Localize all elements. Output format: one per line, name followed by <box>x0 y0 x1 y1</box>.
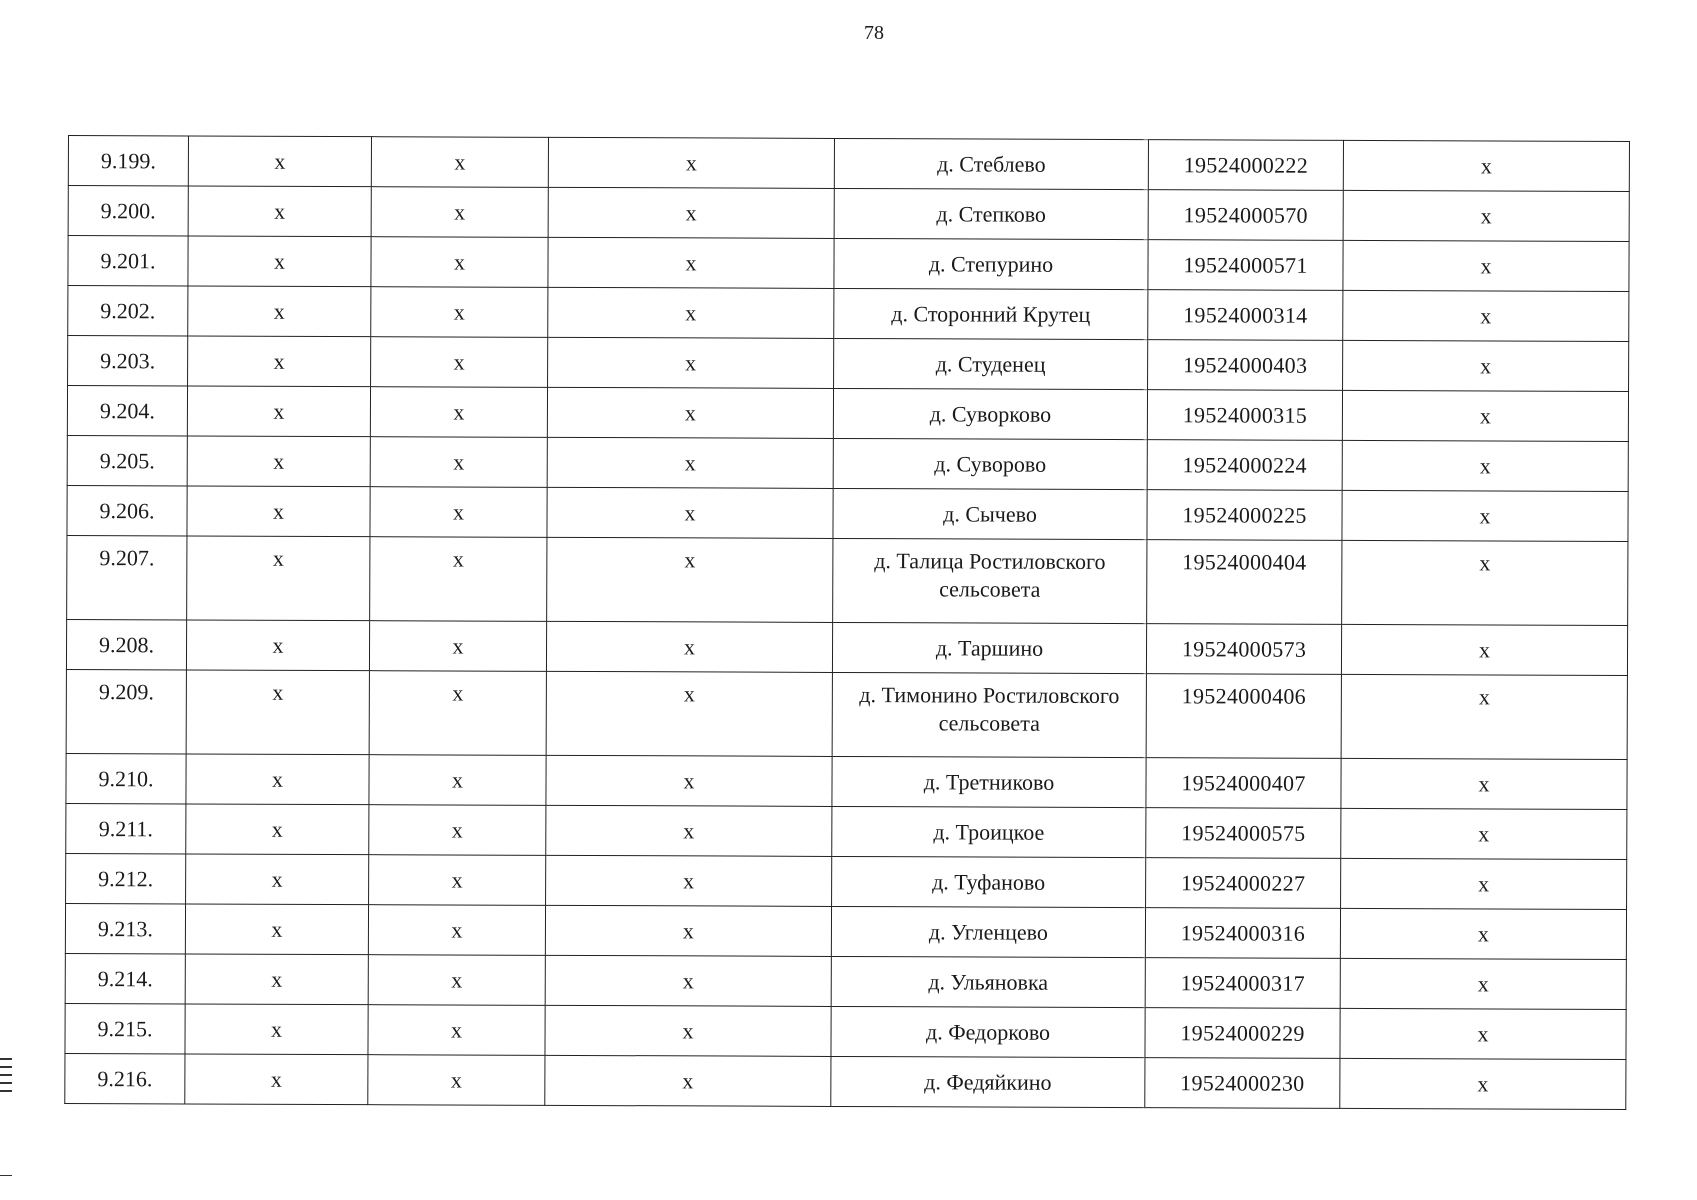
table-row <box>67 435 1628 491</box>
column-3-cell: x <box>371 287 548 338</box>
column-4-cell: x <box>545 955 831 1006</box>
column-2-cell: x <box>186 620 369 671</box>
column-7-cell: x <box>1341 674 1627 759</box>
column-7-cell: x <box>1343 340 1629 391</box>
column-2-cell: x <box>188 186 371 237</box>
column-4-cell: x <box>545 905 831 956</box>
settlement-name-cell: д. Туфаново <box>832 856 1146 907</box>
table-row <box>68 336 1629 392</box>
column-2-cell: x <box>188 236 371 287</box>
column-2-cell: x <box>186 854 369 905</box>
oktmo-code-cell: 19524000225 <box>1147 490 1342 541</box>
column-2-cell: x <box>187 436 370 487</box>
table-row <box>66 803 1627 859</box>
oktmo-code-cell: 19524000314 <box>1148 290 1343 341</box>
column-3-cell: x <box>369 671 546 756</box>
settlement-name-cell: д. Степково <box>834 188 1148 239</box>
column-7-cell: x <box>1342 440 1628 491</box>
table-row <box>68 286 1629 342</box>
row-number-cell: 9.205. <box>67 435 187 485</box>
table-row <box>66 853 1627 909</box>
table-row <box>66 669 1627 759</box>
oktmo-code-cell: 19524000315 <box>1147 390 1342 441</box>
row-number-cell: 9.212. <box>66 853 186 903</box>
column-4-cell: x <box>546 855 832 906</box>
column-4-cell: x <box>546 621 832 672</box>
column-7-cell: x <box>1341 808 1627 859</box>
column-3-cell: x <box>369 755 546 806</box>
column-7-cell: x <box>1342 390 1628 441</box>
page-number: 78 <box>864 22 884 44</box>
column-7-cell: x <box>1343 190 1629 241</box>
column-2-cell: x <box>185 904 368 955</box>
column-3-cell: x <box>371 137 548 188</box>
table-row <box>67 535 1628 625</box>
oktmo-code-cell: 19524000404 <box>1147 540 1342 625</box>
column-7-cell: x <box>1340 958 1626 1009</box>
column-7-cell: x <box>1341 758 1627 809</box>
table-row <box>67 485 1628 541</box>
oktmo-code-cell: 19524000317 <box>1145 958 1340 1009</box>
column-7-cell: x <box>1343 240 1629 291</box>
column-7-cell: x <box>1341 624 1627 675</box>
column-3-cell: x <box>371 337 548 388</box>
column-2-cell: x <box>188 136 371 187</box>
row-number-cell: 9.206. <box>67 485 187 535</box>
oktmo-code-cell: 19524000227 <box>1146 858 1341 909</box>
column-2-cell: x <box>186 670 369 755</box>
column-7-cell: x <box>1341 858 1627 909</box>
oktmo-code-cell: 19524000224 <box>1147 440 1342 491</box>
settlement-name-cell: д. Стеблево <box>834 138 1148 189</box>
settlement-name-cell: д. Суворково <box>833 388 1147 439</box>
column-2-cell: x <box>187 486 370 537</box>
row-number-cell: 9.211. <box>66 803 186 853</box>
column-2-cell: x <box>185 1054 368 1105</box>
row-number-cell: 9.213. <box>65 903 185 953</box>
row-number-cell: 9.201. <box>68 236 188 286</box>
column-2-cell: x <box>186 754 369 805</box>
column-3-cell: x <box>369 621 546 672</box>
row-number-cell: 9.200. <box>68 186 188 236</box>
column-4-cell: x <box>546 755 832 806</box>
column-4-cell: x <box>546 671 832 756</box>
settlement-name-cell: д. Третниково <box>832 756 1146 807</box>
oktmo-code-cell: 19524000229 <box>1145 1008 1340 1059</box>
table-row <box>65 953 1626 1009</box>
column-4-cell: x <box>546 805 832 856</box>
oktmo-code-cell: 19524000406 <box>1146 674 1341 759</box>
row-number-cell: 9.207. <box>67 535 187 619</box>
settlement-name-cell: д. Степурино <box>834 238 1148 289</box>
row-number-cell: 9.204. <box>67 386 187 436</box>
column-3-cell: x <box>370 537 547 622</box>
row-number-cell: 9.199. <box>68 136 188 186</box>
column-7-cell: x <box>1340 908 1626 959</box>
column-4-cell: x <box>548 187 834 238</box>
column-4-cell: x <box>547 437 833 488</box>
table-row <box>68 236 1629 292</box>
column-3-cell: x <box>370 387 547 438</box>
column-4-cell: x <box>548 237 834 288</box>
column-3-cell: x <box>371 237 548 288</box>
scan-artifact <box>0 1074 12 1076</box>
column-2-cell: x <box>188 336 371 387</box>
column-4-cell: x <box>547 537 833 622</box>
settlement-name-cell: д. Таршино <box>832 622 1146 673</box>
column-4-cell: x <box>548 337 834 388</box>
oktmo-code-cell: 19524000573 <box>1146 624 1341 675</box>
settlement-name-cell: д. Ульяновка <box>831 956 1145 1007</box>
column-7-cell: x <box>1340 1008 1626 1059</box>
settlement-name-cell: д. Троицкое <box>832 806 1146 857</box>
table-row <box>68 136 1629 192</box>
column-2-cell: x <box>186 804 369 855</box>
settlements-table <box>64 135 1630 1110</box>
column-4-cell: x <box>547 387 833 438</box>
settlement-name-cell: д. Сторонний Крутец <box>834 288 1148 339</box>
oktmo-code-cell: 19524000407 <box>1146 758 1341 809</box>
table-row <box>68 186 1629 242</box>
scan-artifact <box>0 1082 12 1084</box>
scan-artifact <box>0 1175 12 1176</box>
row-number-cell: 9.209. <box>66 669 186 753</box>
settlement-name-cell: д. Студенец <box>834 338 1148 389</box>
column-4-cell: x <box>545 1005 831 1056</box>
column-3-cell: x <box>369 855 546 906</box>
table-row <box>67 386 1628 442</box>
settlement-name-cell: д. Угленцево <box>831 906 1145 957</box>
column-3-cell: x <box>370 487 547 538</box>
settlement-name-cell: д. Талица Ростиловского сельсовета <box>833 538 1147 623</box>
oktmo-code-cell: 19524000571 <box>1148 240 1343 291</box>
column-2-cell: x <box>185 1004 368 1055</box>
table-row <box>65 1003 1626 1059</box>
oktmo-code-cell: 19524000570 <box>1148 190 1343 241</box>
column-7-cell: x <box>1340 1058 1626 1109</box>
settlement-name-cell: д. Тимонино Ростиловского сельсовета <box>832 672 1146 757</box>
row-number-cell: 9.215. <box>65 1003 185 1053</box>
settlement-name-cell: д. Федорково <box>831 1006 1145 1057</box>
scan-artifact <box>0 1066 12 1068</box>
table-row <box>66 753 1627 809</box>
table-body <box>65 136 1630 1110</box>
column-2-cell: x <box>187 536 370 621</box>
column-4-cell: x <box>548 137 834 188</box>
scan-artifact <box>0 1058 12 1060</box>
row-number-cell: 9.210. <box>66 753 186 803</box>
table-row <box>65 1053 1626 1109</box>
settlement-name-cell: д. Суворово <box>833 438 1147 489</box>
column-3-cell: x <box>368 1005 545 1056</box>
column-3-cell: x <box>368 955 545 1006</box>
table-row <box>65 903 1626 959</box>
column-3-cell: x <box>370 437 547 488</box>
oktmo-code-cell: 19524000230 <box>1145 1058 1340 1109</box>
oktmo-code-cell: 19524000222 <box>1148 140 1343 191</box>
column-4-cell: x <box>548 287 834 338</box>
column-4-cell: x <box>547 487 833 538</box>
column-3-cell: x <box>368 1055 545 1106</box>
column-3-cell: x <box>371 187 548 238</box>
column-2-cell: x <box>187 386 370 437</box>
row-number-cell: 9.216. <box>65 1053 185 1103</box>
row-number-cell: 9.203. <box>68 336 188 386</box>
column-7-cell: x <box>1342 540 1628 625</box>
column-4-cell: x <box>545 1055 831 1106</box>
table-row <box>66 619 1627 675</box>
column-7-cell: x <box>1342 490 1628 541</box>
settlement-name-cell: д. Сычево <box>833 488 1147 539</box>
column-2-cell: x <box>188 286 371 337</box>
oktmo-code-cell: 19524000316 <box>1145 908 1340 959</box>
column-3-cell: x <box>368 905 545 956</box>
column-7-cell: x <box>1343 140 1629 191</box>
row-number-cell: 9.214. <box>65 953 185 1003</box>
row-number-cell: 9.208. <box>66 619 186 669</box>
column-7-cell: x <box>1343 290 1629 341</box>
settlement-name-cell: д. Федяйкино <box>831 1056 1145 1107</box>
oktmo-code-cell: 19524000403 <box>1148 340 1343 391</box>
column-2-cell: x <box>185 954 368 1005</box>
scan-artifact <box>0 1090 12 1092</box>
row-number-cell: 9.202. <box>68 286 188 336</box>
oktmo-code-cell: 19524000575 <box>1146 808 1341 859</box>
column-3-cell: x <box>369 805 546 856</box>
